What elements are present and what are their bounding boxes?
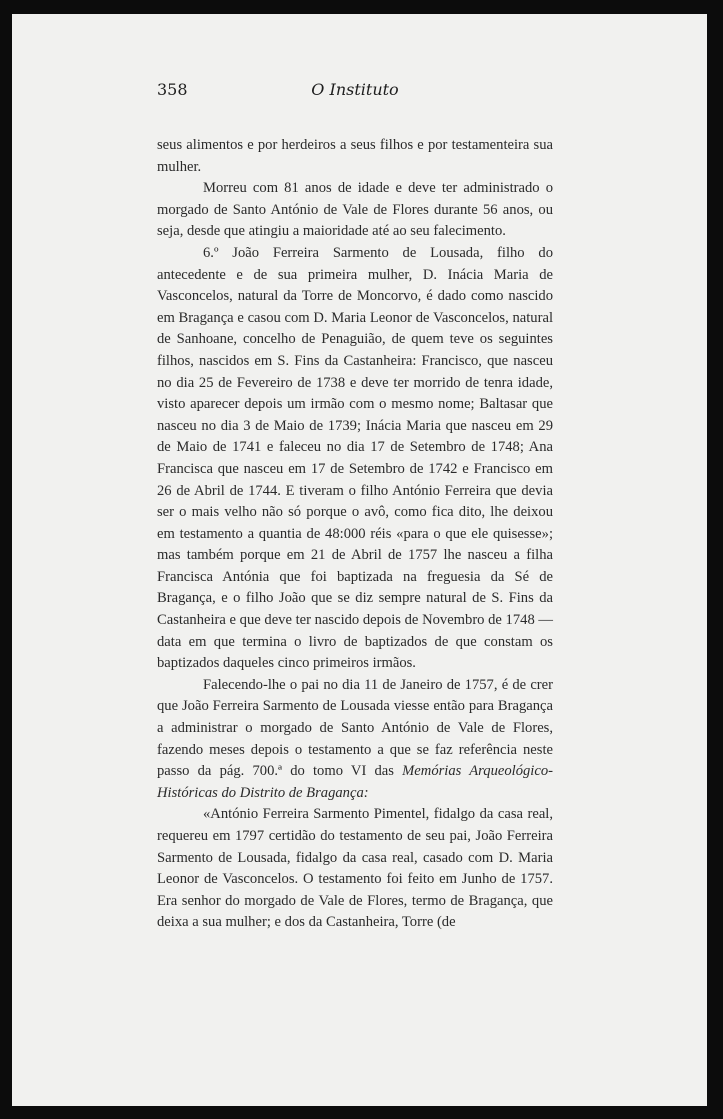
italic-title: Memórias Arqueológico-Históricas do Distrito de Bragança: — [157, 763, 553, 801]
paragraph: «António Ferreira Sarmento Pimentel, fidalgo da casa real, requereu em 1797 certidão do testamento de seu pai, João Ferreira Sarmento de Lousada, fidalgo da casa real, casado com D. Maria Leonor de Vasconcelos. O testamento foi feito em Junho de 1757. Era senhor do morgado de Vale de Flores, termo de Bragança, que deixa a sua mulher; e dos da Castanheira, Torre (de — [157, 806, 553, 931]
page-number: 358 — [157, 80, 188, 99]
running-title: O Instituto — [311, 80, 399, 99]
paragraph — [157, 675, 553, 805]
body-text — [157, 135, 553, 934]
paragraph: seus alimentos e por herdeiros a seus filhos e por testamenteira sua mulher. — [157, 137, 553, 175]
paragraph: 6.º João Ferreira Sarmento de Lousada, filho do antecedente e de sua primeira mulher, D. Inácia Maria de Vasconcelos, natural da Torre de Moncorvo, é dado como nascido em Bragança e casou com D. Maria Leonor de Vasconcelos, natural de Sanhoane, concelho de Penaguião, de quem teve os seguintes filhos, nascidos em S. Fins da Castanheira: Francisco, que nasceu no dia 25 de Fevereiro de 1738 e deve ter morrido de tenra idade, visto aparecer depois um irmão com o mesmo nome; Baltasar que nasceu no dia 3 de Maio de 1739; Inácia Maria que nasceu em 29 de Maio de 1741 e faleceu no dia 17 de Setembro de 1748; Ana Francisca que nasceu em 17 de Setembro de 1742 e Francisco em 26 de Abril de 1744. E tiveram o filho António Ferreira que devia ser o mais velho não só porque o avô, como fica dito, lhe deixou em testamento a quantia de 48:000 réis «para o que ele quisesse»; mas também porque em 21 de Abril de 1757 lhe nasceu a filha Francisca Antónia que foi baptizada na freguesia da Sé de Bragança, e o filho João que se diz sempre natural de S. Fins da Castanheira e que deve ter nascido depois de Novembro de 1748 — data em que termina o livro de baptizados de que constam os baptizados daqueles cinco primeiros irmãos. — [157, 244, 553, 672]
paragraph-text: Falecendo-lhe o pai no dia 11 de Janeiro de 1757, é de crer que João Ferreira Sarmento de Lousada viesse então para Bragança a administrar o morgado de Santo António de Vale de Flores, fazendo meses depois o testamento a que se faz referência neste passo da pág. 700.ª do tomo VI das — [157, 676, 553, 780]
paragraph: Morreu com 81 anos de idade e deve ter administrado o morgado de Santo António de Vale de Flores durante 56 anos, ou seja, desde que atingiu a maioridade até ao seu falecimento. — [157, 180, 553, 240]
